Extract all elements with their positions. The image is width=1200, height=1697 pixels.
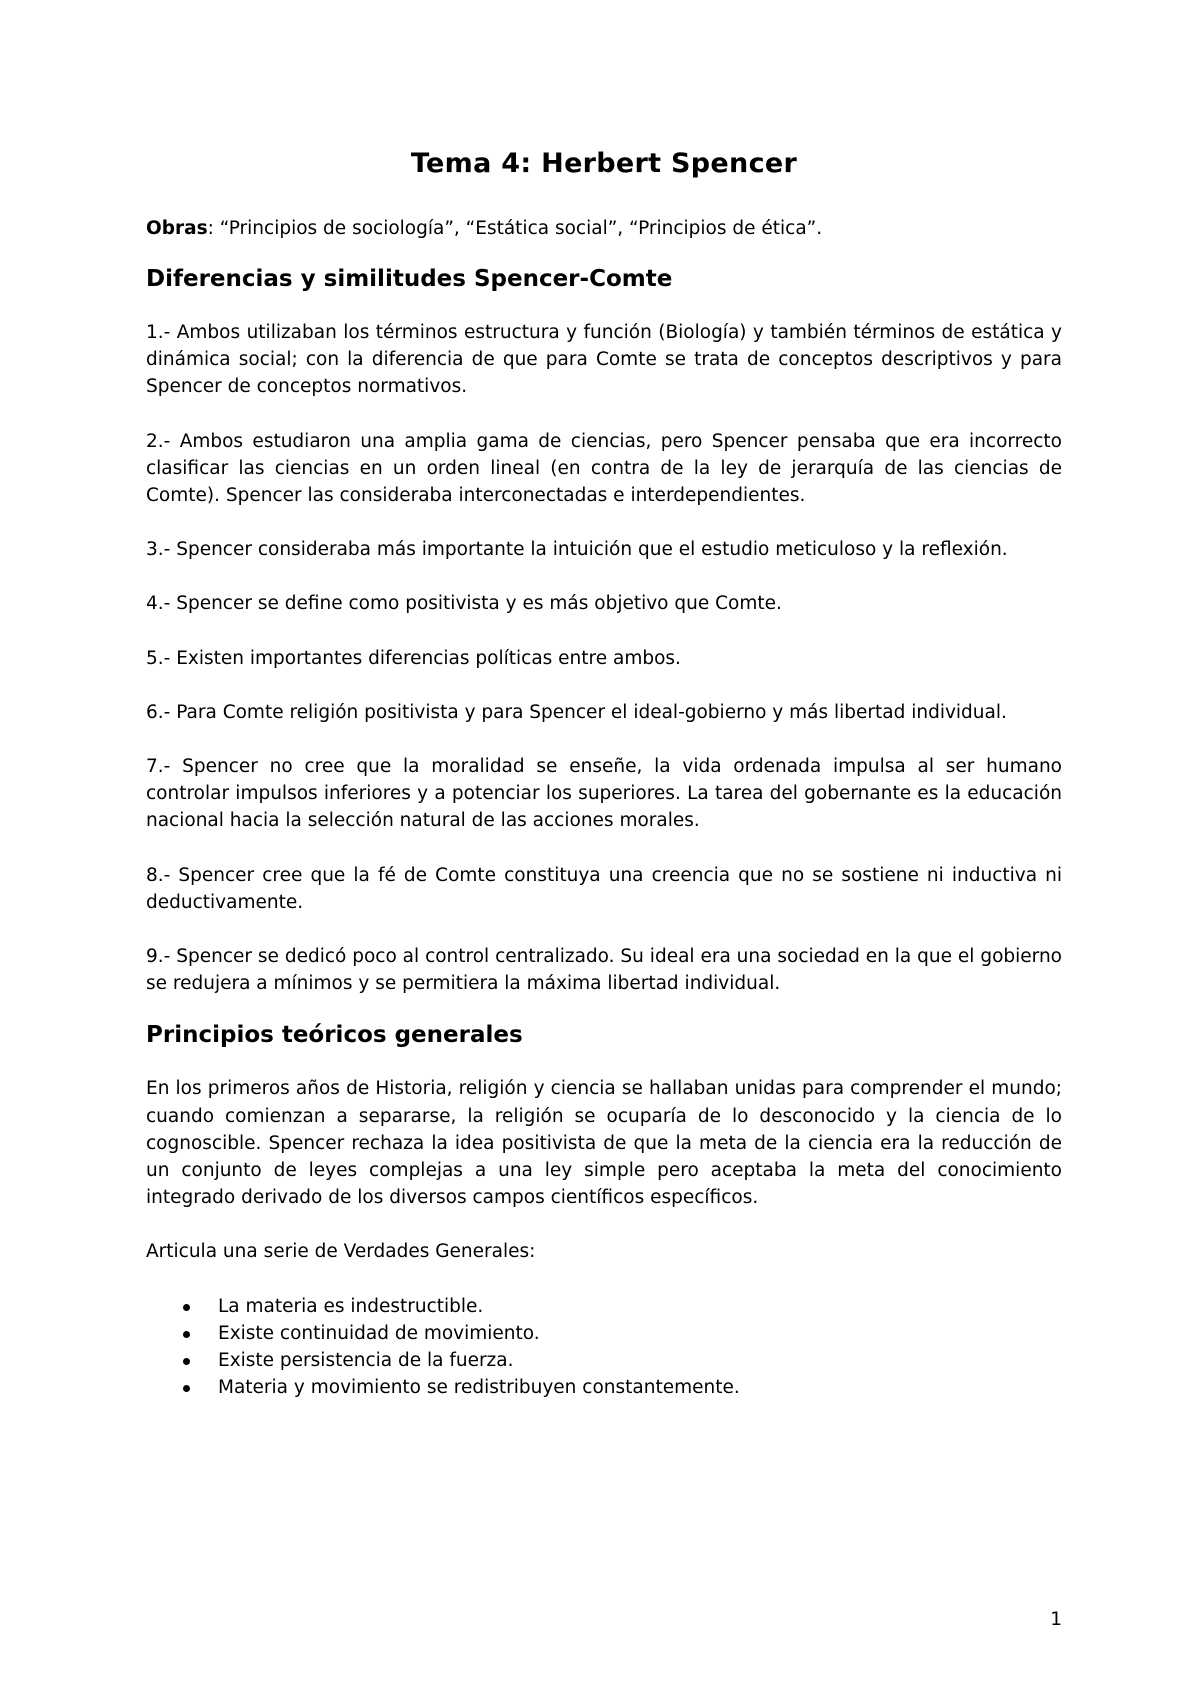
list-item-text: Existe continuidad de movimiento. [218, 1322, 540, 1344]
paragraph-diferencia-6: 6.- Para Comte religión positivista y para Spencer el ideal-gobierno y más libertad individual. [146, 701, 1007, 723]
list-intro: Articula una serie de Verdades Generales: [146, 1241, 536, 1263]
list-item-text: La materia es indestructible. [218, 1295, 484, 1317]
bullet-icon [183, 1331, 190, 1338]
page-number: 1 [1050, 1609, 1062, 1630]
works-separator: : [207, 218, 214, 239]
bullet-icon [183, 1385, 190, 1392]
paragraph-diferencia-3: 3.- Spencer consideraba más importante la intuición que el estudio meticuloso y la reflexión. [146, 539, 1008, 561]
section-heading-principios: Principios teóricos generales [146, 1022, 523, 1049]
document-title: Tema 4: Herbert Spencer [410, 148, 798, 179]
bullet-icon [183, 1358, 190, 1365]
paragraph-principios: En los primeros años de Historia, religión y ciencia se hallaban unidas para comprender el mundo; cuando comienzan a separarse, la religión se ocuparía de lo desconocido y la ciencia de lo cognoscible. Spencer rechaza la idea positivista de que la meta de la ciencia era la reducción de un conjunto de leyes complejas a una ley simple pero aceptaba la meta del conocimiento integrado derivado de los diversos campos científicos específicos. [146, 1078, 1062, 1209]
list-item [146, 1293, 1062, 1320]
paragraph-diferencia-7: 7.- Spencer no cree que la moralidad se enseñe, la vida ordenada impulsa al ser humano controlar impulsos inferiores y a potenciar los superiores. La tarea del gobernante es la educación nacional hacia la selección natural de las acciones morales. [146, 756, 1062, 832]
list-item [146, 1374, 1062, 1401]
works-line [146, 215, 1062, 242]
list-item-text: Materia y movimiento se redistribuyen constantemente. [218, 1377, 740, 1399]
verdades-generales-list [146, 1293, 1062, 1402]
paragraph-diferencia-1: 1.- Ambos utilizaban los términos estructura y función (Biología) y también términos de estática y dinámica social; con la diferencia de que para Comte se trata de conceptos descriptivos y para Spencer de conceptos normativos. [146, 322, 1062, 398]
section-heading-diferencias: Diferencias y similitudes Spencer-Comte [146, 266, 673, 292]
list-item-text: Existe persistencia de la fuerza. [218, 1350, 514, 1372]
works-list: “Principios de sociología”, “Estática social”, “Principios de ética”. [213, 218, 823, 239]
paragraph-diferencia-5: 5.- Existen importantes diferencias políticas entre ambos. [146, 647, 681, 669]
list-item [146, 1320, 1062, 1347]
bullet-icon [183, 1304, 190, 1311]
page-content [146, 142, 1062, 1401]
paragraph-diferencia-9: 9.- Spencer se dedicó poco al control centralizado. Su ideal era una sociedad en la que el gobierno se redujera a mínimos y se permitiera la máxima libertad individual. [146, 946, 1062, 995]
paragraph-diferencia-2: 2.- Ambos estudiaron una amplia gama de ciencias, pero Spencer pensaba que era incorrecto clasificar las ciencias en un orden lineal (en contra de la ley de jerarquía de las ciencias de Comte). Spencer las consideraba interconectadas e interdependientes. [146, 430, 1062, 507]
works-label: Obras [146, 218, 208, 239]
list-item [146, 1347, 1062, 1374]
paragraph-diferencia-4: 4.- Spencer se define como positivista y es más objetivo que Comte. [146, 593, 782, 615]
paragraph-diferencia-8: 8.- Spencer cree que la fé de Comte constituya una creencia que no se sostiene ni inductiva ni deductivamente. [146, 864, 1062, 913]
